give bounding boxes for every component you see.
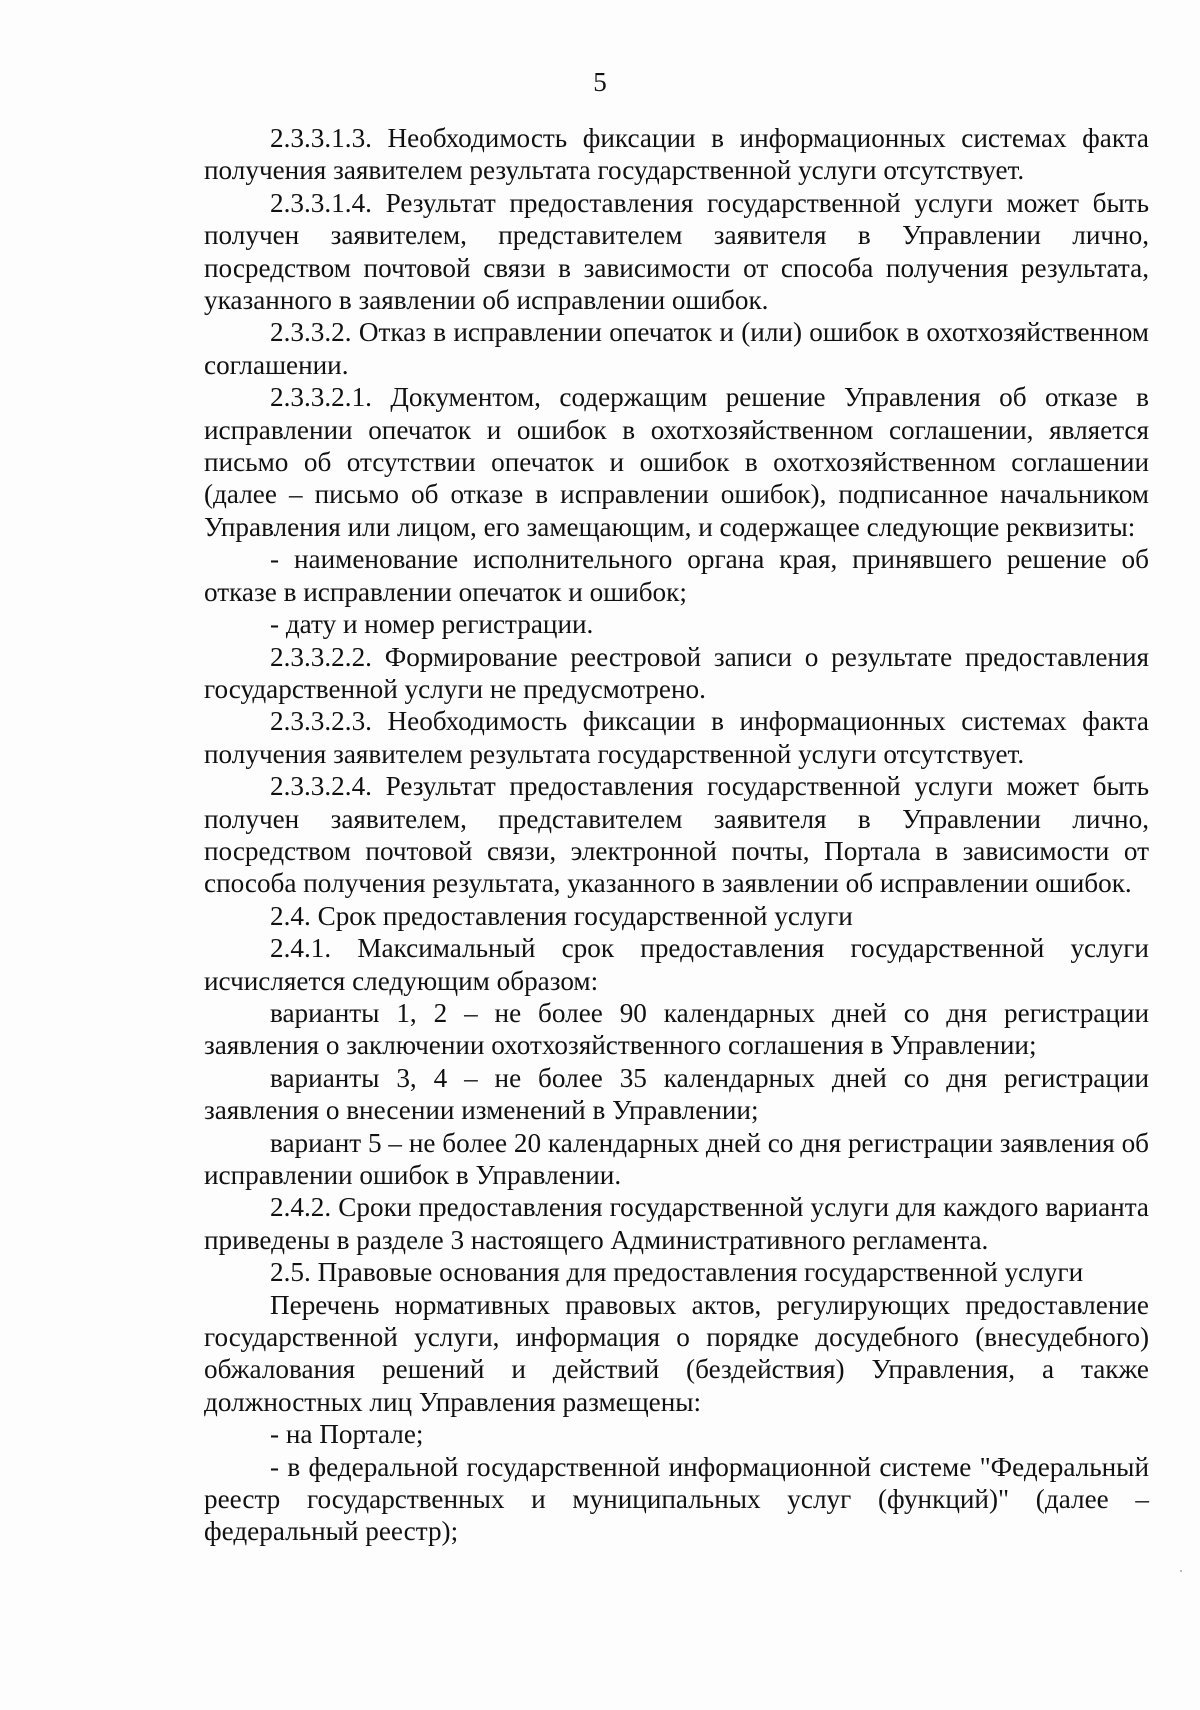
paragraph-2-4-1: 2.4.1. Максимальный срок предоставления государственной услуги исчисляется следующим образом: [204,933,1149,996]
section-heading-2-5: 2.5. Правовые основания для предоставления государственной услуги [270,1257,1084,1288]
paragraph-2-4-2: 2.4.2. Сроки предоставления государственной услуги для каждого варианта приведены в разделе 3 настоящего Административного регламента. [204,1192,1149,1255]
list-item-federal-registry: - в федеральной государственной информационной системе "Федеральный реестр государственных и муниципальных услуг (функций)" (далее – федеральный реестр); [204,1451,1149,1547]
paragraph-2-3-3-2: 2.3.3.2. Отказ в исправлении опечаток и (или) ошибок в охотхозяйственном соглашении. [204,317,1149,380]
paragraph-2-3-3-2-2: 2.3.3.2.2. Формирование реестровой записи о результате предоставления государственной услуги не предусмотрено. [204,641,1149,704]
paragraph-legal-acts: Перечень нормативных правовых актов, регулирующих предоставление государственной услуги, информация о порядке досудебного (внесудебного) обжалования решений и действий (бездействия) Управления, а также должностных лиц Управления размещены: [204,1289,1149,1417]
document-body [204,122,1149,1548]
list-item-date-number: - дату и номер регистрации. [270,609,594,640]
paragraph-2-3-3-1-3: 2.3.3.1.3. Необходимость фиксации в информационных системах факта получения заявителем результата государственной услуги отсутствует. [204,123,1149,186]
paragraph-2-3-3-2-3: 2.3.3.2.3. Необходимость фиксации в информационных системах факта получения заявителем результата государственной услуги отсутствует. [204,706,1149,769]
page-number: 5 [593,67,607,97]
list-item-organ-name: - наименование исполнительного органа края, принявшего решение об отказе в исправлении опечаток и ошибок; [204,544,1149,607]
list-item-portal: - на Портале; [270,1419,424,1450]
section-heading-2-4: 2.4. Срок предоставления государственной услуги [270,900,853,931]
scan-artifact [1180,1570,1182,1572]
paragraph-2-3-3-1-4: 2.3.3.1.4. Результат предоставления государственной услуги может быть получен заявителем, представителем заявителя в Управлении лично, посредством почтовой связи в зависимости от способа получения результата, указанного в заявлении об исправлении ошибок. [204,187,1149,316]
paragraph-2-3-3-2-1: 2.3.3.2.1. Документом, содержащим решение Управления об отказе в исправлении опечаток и ошибок в охотхозяйственном соглашении, является письмо об отсутствии опечаток и ошибок в охотхозяйственном соглашении (далее – письмо об отказе в исправлении ошибок), подписанное начальником Управления или лицом, его замещающим, и содержащее следующие реквизиты: [204,382,1149,542]
paragraph-variants-3-4: варианты 3, 4 – не более 35 календарных дней со дня регистрации заявления о внесении изменений в Управлении; [204,1062,1149,1126]
paragraph-variants-1-2: варианты 1, 2 – не более 90 календарных дней со дня регистрации заявления о заключении охотхозяйственного соглашения в Управлении; [204,997,1149,1061]
paragraph-variant-5: вариант 5 – не более 20 календарных дней со дня регистрации заявления об исправлении ошибок в Управлении. [204,1127,1149,1190]
paragraph-2-3-3-2-4: 2.3.3.2.4. Результат предоставления государственной услуги может быть получен заявителем, представителем заявителя в Управлении лично, посредством почтовой связи, электронной почты, Портала в зависимости от способа получения результата, указанного в заявлении об исправлении ошибок. [204,771,1149,899]
